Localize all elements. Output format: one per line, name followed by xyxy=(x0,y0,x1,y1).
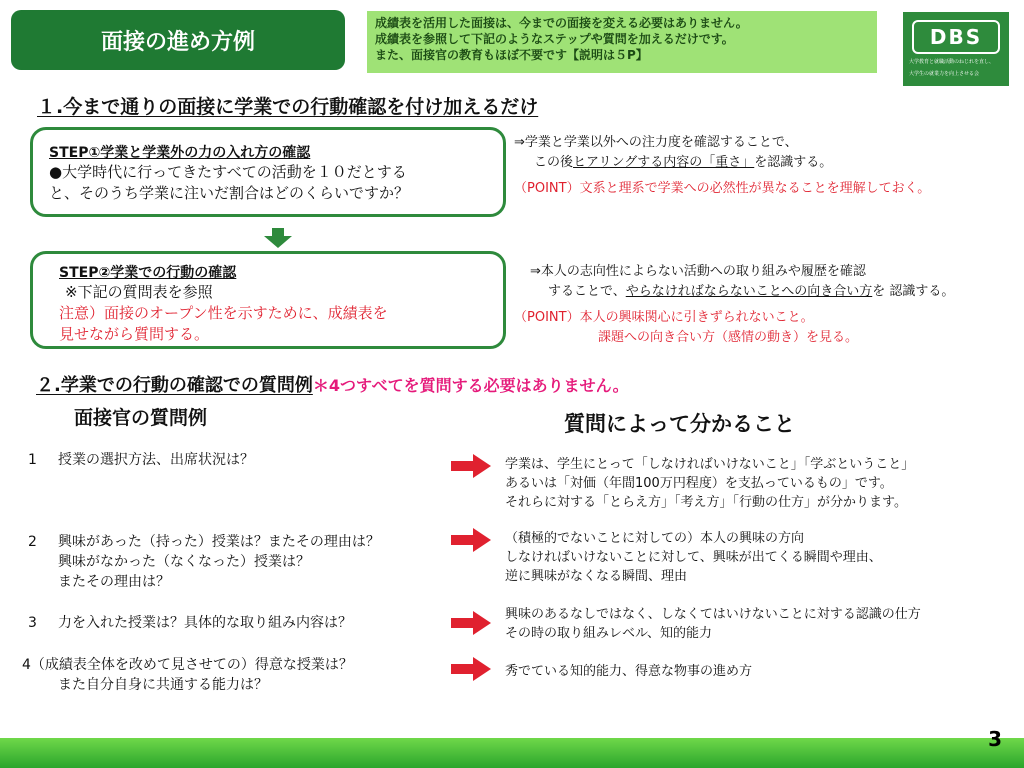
finding-line: （積極的でないことに対しての）本人の興味の方向 xyxy=(505,531,805,546)
right-arrow-icon xyxy=(451,528,491,552)
footer-bar xyxy=(0,738,1024,768)
question-line: また自分自身に共通する能力は？ xyxy=(58,677,268,693)
finding-line: 秀でている知的能力、得意な物事の進め方 xyxy=(505,664,753,679)
question-item xyxy=(22,655,353,695)
step2-note-2-pre: することで、 xyxy=(548,284,626,299)
section2-heading-text: ２.学業での行動の確認での質問例 xyxy=(36,375,313,396)
step2-note-2-post: を 認識する。 xyxy=(872,284,955,299)
step1-notes xyxy=(514,133,930,199)
question-line: （成績表全体を改めて見させての）得意な授業は？ xyxy=(30,657,353,673)
down-arrow-icon xyxy=(264,228,292,248)
step2-note-2-underline: やらなければならないことへの向き合い方 xyxy=(625,284,873,299)
step1-point: （POINT）文系と理系で学業への必然性が異なることを理解しておく。 xyxy=(514,181,931,196)
right-arrow-icon xyxy=(451,454,491,478)
question-item xyxy=(28,532,380,592)
step2-point-2: 課題への向き合い方（感情の動き）を見る。 xyxy=(598,330,859,345)
findings-column-title: 質問によって分かること xyxy=(564,412,795,436)
step2-note-2 xyxy=(514,282,954,302)
section2-heading-note: ＊4つすべてを質問する必要はありません。 xyxy=(312,376,629,395)
page-number: 3 xyxy=(988,727,1002,751)
step1-note-2-post: を認識する。 xyxy=(754,155,833,170)
notice-line-2: 成績表を参照して下記のようなステップや質問を加えるだけです。 xyxy=(375,32,734,46)
step1-note-2 xyxy=(514,153,930,173)
step2-title: STEP②学業での行動の確認 xyxy=(59,265,237,281)
step1-title: STEP①学業と学業外の力の入れ方の確認 xyxy=(49,145,311,161)
question-line: 興味がなかった（なくなった）授業は？ xyxy=(58,554,310,570)
logo-subtitle-1: 大学教育と就職活動のねじれを直し、 xyxy=(909,59,995,65)
step1-note-2-underline: ヒアリングする内容の「重さ」 xyxy=(573,155,755,170)
notice-line-1: 成績表を活用した面接は、今までの面接を変える必要はありません。 xyxy=(375,16,748,30)
right-arrow-icon xyxy=(451,611,491,635)
step1-box xyxy=(30,127,506,217)
finding-line: しなければいけないことに対して、興味が出てくる瞬間や理由、 xyxy=(505,550,882,565)
step1-note-2-pre: この後 xyxy=(534,155,574,170)
finding-line: 興味のあるなしではなく、しなくてはいけないことに対する認識の仕方 xyxy=(505,607,921,622)
slide-title: 面接の進め方例 xyxy=(11,10,345,70)
question-line: 力を入れた授業は？具体的な取り組み内容は？ xyxy=(58,615,352,631)
step2-line-1: ※下記の質問表を参照 xyxy=(65,283,213,301)
finding-line: 学業は、学生にとって「しなければいけないこと」「学ぶということ」 xyxy=(505,457,915,472)
right-arrow-icon xyxy=(451,657,491,681)
step2-note-1: ⇒本人の志向性によらない活動への取り組みや履歴を確認 xyxy=(530,264,866,279)
step2-red-line-1: 注意）面接のオープン性を示すために、成績表を xyxy=(59,304,388,322)
section2-heading xyxy=(36,371,629,397)
step1-line-2: と、そのうち学業に注いだ割合はどのくらいですか？ xyxy=(49,184,410,202)
question-number: 4 xyxy=(22,657,31,673)
finding-line: それらに対する「とらえ方」「考え方」「行動の仕方」が分かります。 xyxy=(505,495,907,510)
finding-item xyxy=(505,529,882,586)
logo-subtitle-2: 大学生の就業力を向上させる会 xyxy=(909,71,980,77)
dbs-logo xyxy=(903,12,1009,86)
questions-column-title: 面接官の質問例 xyxy=(74,407,208,429)
finding-line: 逆に興味がなくなる瞬間、理由 xyxy=(505,569,688,584)
notice-box xyxy=(367,11,877,73)
finding-item xyxy=(505,605,921,643)
question-line: 興味があった（持った）授業は？またその理由は？ xyxy=(58,534,380,550)
question-number: 2 xyxy=(28,534,37,550)
finding-item xyxy=(505,455,914,512)
question-line: またその理由は？ xyxy=(58,574,170,590)
notice-line-3: また、面接官の教育もほぼ不要です【説明は５P】 xyxy=(375,48,648,62)
question-item xyxy=(28,613,352,633)
question-line: 授業の選択方法、出席状況は？ xyxy=(58,452,254,468)
finding-item xyxy=(505,662,752,681)
question-item xyxy=(28,450,254,470)
logo-mark: DBS xyxy=(912,20,1000,54)
question-number: 3 xyxy=(28,615,37,631)
step2-red-line-2: 見せながら質問する。 xyxy=(59,325,210,343)
finding-line: その時の取り組みレベル、知的能力 xyxy=(505,626,712,641)
finding-line: あるいは「対価（年間100万円程度）を支払っているもの」です。 xyxy=(505,476,893,491)
section1-heading: １.今まで通りの面接に学業での行動確認を付け加えるだけ xyxy=(37,96,539,118)
step2-notes xyxy=(514,262,954,348)
step1-line-1: ●大学時代に行ってきたすべての活動を１０だとする xyxy=(49,163,407,181)
step1-note-1: ⇒学業と学業以外への注力度を確認することで、 xyxy=(514,135,798,150)
step2-point-1: （POINT）本人の興味関心に引きずられないこと。 xyxy=(514,310,814,325)
question-number: 1 xyxy=(28,452,37,468)
step2-box xyxy=(30,251,506,349)
